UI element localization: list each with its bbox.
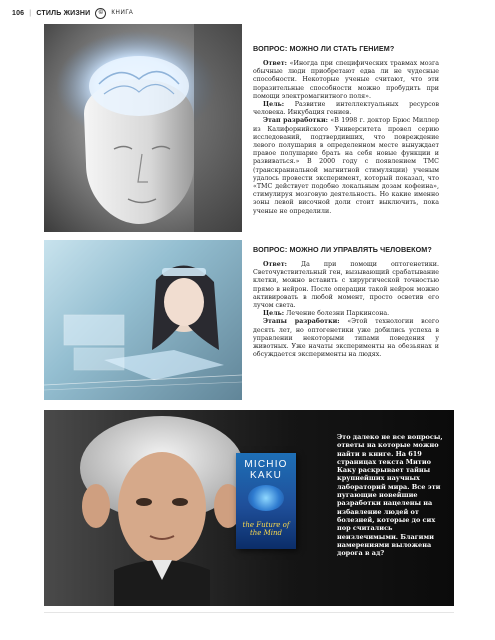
answer-text: Да при помощи оптогенетики. Светочувствительный ген, вызывающий срабатывание клетки, можно вставить с хирургической точностью прямо в нейрон. После операции такой нейрон можно активировать в любой момент, просто осветив его лучом света. bbox=[253, 261, 439, 310]
answer-label: Ответ: bbox=[263, 60, 287, 67]
book-cover bbox=[236, 453, 296, 549]
goal-label: Цель: bbox=[263, 101, 285, 109]
book-caption: Это далеко не все вопросы, ответы на которые можно найти в книге. На 619 страницах текста Митио Каку раскрывает тайны крупнейших научных лабораторий мира. Все эти пугающие новейшие разработки нацелены на избавление людей от болезней, которые до сих пор считались неизлечимыми. Благими намерениями выложена дорога в ад? bbox=[337, 433, 443, 558]
sci-fi-woman-image bbox=[44, 240, 242, 400]
brain-icon bbox=[248, 485, 284, 511]
magazine-section-title: СТИЛЬ ЖИЗНИ bbox=[36, 9, 91, 17]
goal-text: Лечение болезни Паркинсона. bbox=[284, 310, 390, 318]
header-separator: | bbox=[29, 9, 32, 17]
answer-text: «Иногда при специфических травмах мозга обычные люди приобретают едва ли не чудесные способности. Некоторые ученые считают, что эти поразительные способности можно пробудить при помощи электромагнитного поля». bbox=[253, 60, 439, 100]
stage-paragraph bbox=[253, 117, 439, 215]
copyright-logo-icon: © bbox=[95, 8, 106, 19]
book-author: MICHIO KAKU bbox=[244, 459, 288, 481]
mannequin-head-illustration bbox=[44, 24, 242, 232]
article-heading: ВОПРОС: МОЖНО ЛИ УПРАВЛЯТЬ ЧЕЛОВЕКОМ? bbox=[253, 245, 432, 254]
stage-text: «Этой технологии всего десять лет, но оптогенетики уже добились успеха в управлении некоторыми типами поведения у животных. Уже начаты эксперименты на обезьянах и обсуждается эксперименты на людях. bbox=[253, 318, 439, 359]
page-header bbox=[12, 6, 133, 20]
answer-paragraph bbox=[253, 60, 439, 101]
section-label: КНИГА bbox=[111, 10, 134, 16]
stage-text: «В 1998 г. доктор Брюс Миллер из Калифорнийского Университета провел серию исследований, подтвердивших, что повреждение левого полушария в определенном месте вынуждает правое полушарие брать на себя новые функции и развиваться.» В 2000 году с появлением ТМС (транскраниальной магнитной стимуляции) ученым удалось провести эксперимент, который показал, что «ТМС действует подобно локальным дозам кофеина», стимулируя мозговую деятельность. Но какие именно зоны левой височной доли стоит выключить, пока ученые не определили. bbox=[253, 117, 440, 215]
glowing-brain-head-image bbox=[44, 24, 242, 232]
stage-paragraph bbox=[253, 318, 439, 359]
article-genius bbox=[253, 44, 439, 216]
goal-paragraph bbox=[253, 310, 439, 318]
article-control bbox=[253, 245, 439, 359]
goal-paragraph bbox=[253, 101, 439, 117]
goal-label: Цель: bbox=[263, 310, 285, 318]
article-heading: ВОПРОС: МОЖНО ЛИ СТАТЬ ГЕНИЕМ? bbox=[253, 44, 395, 53]
stage-label: Этапы разработки: bbox=[263, 318, 340, 326]
book-title: the Future of the Mind bbox=[242, 521, 290, 537]
goal-text: Развитие интеллектуальных ресурсов человека. Инкубация гениев. bbox=[253, 101, 439, 117]
answer-label: Ответ: bbox=[263, 261, 287, 268]
answer-paragraph bbox=[253, 261, 439, 310]
stage-label: Этап разработки: bbox=[263, 117, 328, 125]
page-number: 106 bbox=[12, 9, 25, 17]
futuristic-interface-illustration bbox=[44, 240, 242, 400]
footer-divider bbox=[44, 612, 454, 613]
